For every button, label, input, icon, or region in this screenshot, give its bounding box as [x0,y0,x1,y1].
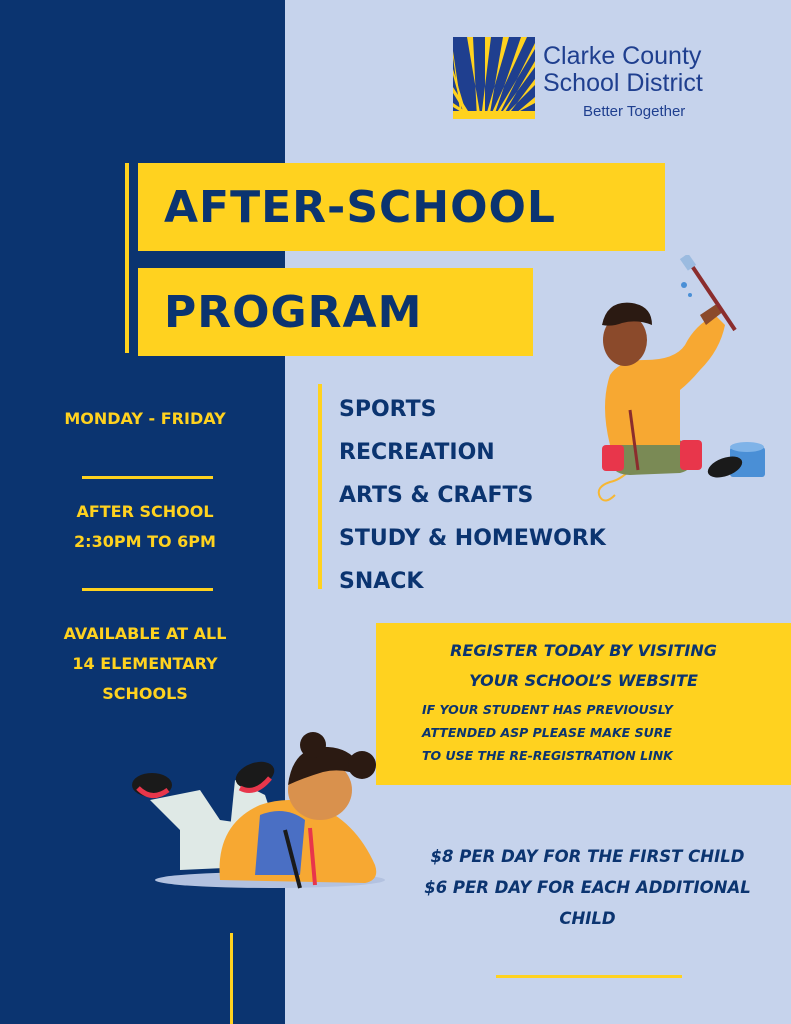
activity-item: ARTS & CRAFTS [339,483,534,508]
title-accent-bar [125,163,129,353]
activity-item: STUDY & HOMEWORK [339,526,606,551]
logo-tagline: Better Together [583,103,686,120]
availability-line1: AVAILABLE AT ALL [63,624,227,643]
district-logo [453,37,753,119]
availability-line3: SCHOOLS [102,684,188,703]
title-line1: AFTER-SCHOOL [138,163,665,251]
activities-accent-bar [318,384,322,589]
activity-item: SPORTS [339,397,437,422]
sunburst-icon [453,37,535,119]
price-line2: $6 PER DAY FOR EACH ADDITIONAL [424,878,751,897]
left-divider-2 [82,588,213,591]
price-line1: $8 PER DAY FOR THE FIRST CHILD [430,847,745,866]
boy-painting-illustration [590,255,775,515]
register-callout [376,623,791,785]
title-line2: PROGRAM [138,268,533,356]
register-headline-line2: YOUR SCHOOL’S WEBSITE [469,671,698,690]
availability-line2: 14 ELEMENTARY [72,654,218,673]
left-divider-1 [82,476,213,479]
activity-item: RECREATION [339,440,495,465]
register-headline-line1: REGISTER TODAY BY VISITING [450,641,717,660]
schedule-time-line2: 2:30PM TO 6PM [74,532,216,551]
price-line3: CHILD [559,909,616,928]
activities-list [339,391,606,606]
bottom-accent-line [496,975,682,978]
schedule-time-line1: AFTER SCHOOL [76,502,214,521]
register-note-line2: ATTENDED ASP PLEASE MAKE SURE [422,725,672,740]
girl-drawing-illustration [130,730,390,895]
register-note-line1: IF YOUR STUDENT HAS PREVIOUSLY [422,702,673,717]
register-note-line3: TO USE THE RE-REGISTRATION LINK [422,748,673,763]
bottom-accent-vline [230,933,233,1024]
logo-name-line1: Clarke County [543,42,702,70]
schedule-days: MONDAY - FRIDAY [64,409,226,428]
activity-item: SNACK [339,569,424,594]
logo-name-line2: School District [543,69,703,97]
